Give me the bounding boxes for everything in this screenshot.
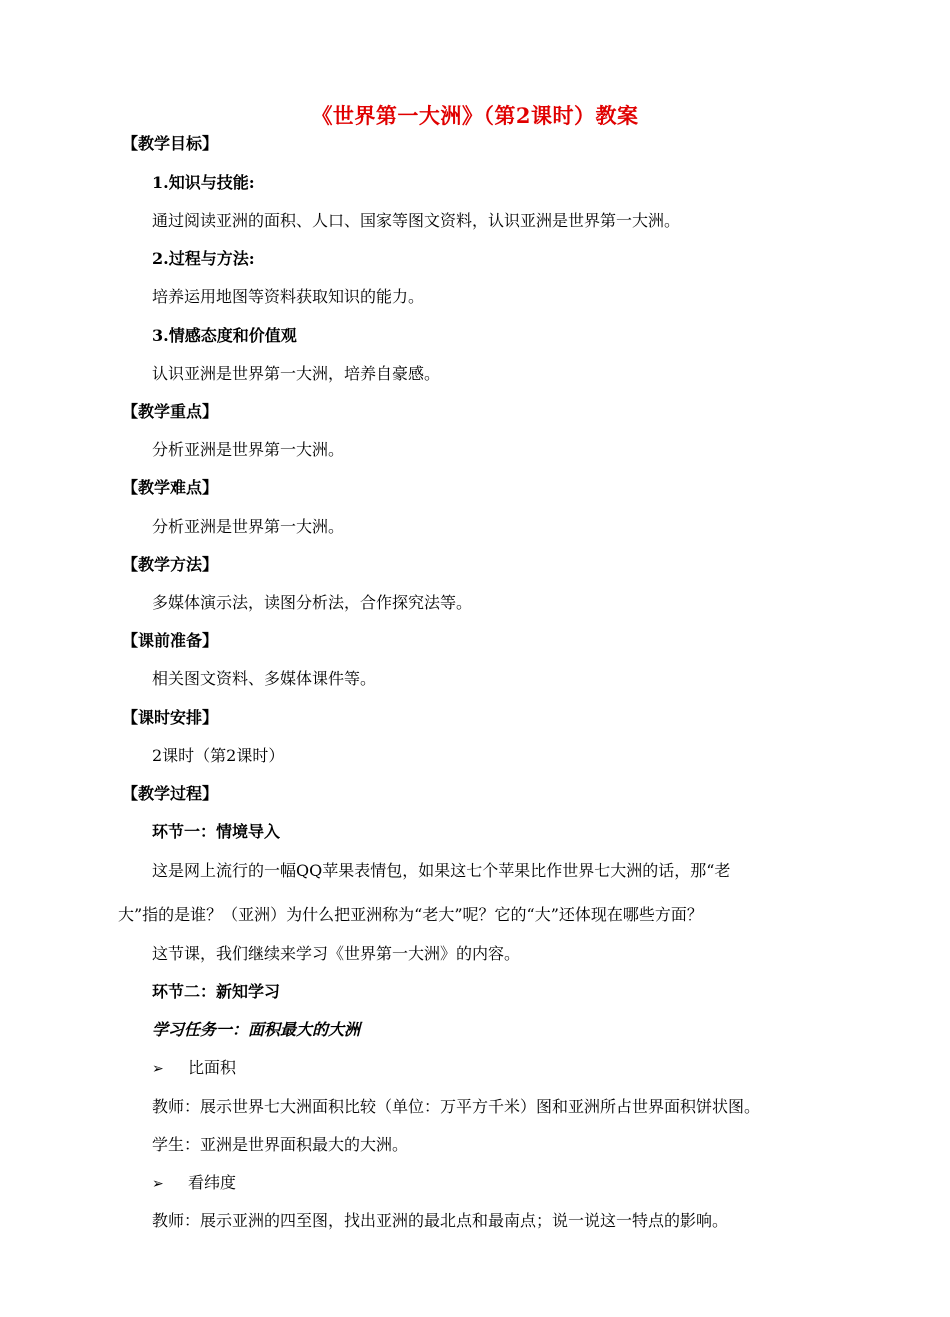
bullet-compare-area-text: 比面积 (188, 1058, 237, 1077)
teacher-line-2: 教师：展示亚洲的四至图，找出亚洲的最北点和最南点；说一说这一特点的影响。 (152, 1211, 729, 1230)
method-text: 多媒体演示法，读图分析法，合作探究法等。 (152, 593, 473, 612)
schedule-heading: 【课时安排】 (122, 708, 219, 727)
method-heading: 【教学方法】 (122, 555, 219, 574)
bullet-compare-area (152, 1057, 236, 1080)
objectives-heading: 【教学目标】 (122, 134, 219, 153)
process-method-label: 2.过程与方法: (152, 249, 255, 268)
document-title: 《世界第一大洲》（第2课时）教案 (311, 103, 639, 128)
step1-paragraph-line2: 大”指的是谁？（亚洲）为什么把亚洲称为“老大”呢？它的“大”还体现在哪些方面？ (118, 905, 703, 924)
prep-heading: 【课前准备】 (122, 631, 219, 650)
task1-label: 学习任务一：面积最大的大洲 (152, 1020, 361, 1039)
bullet-latitude-text: 看纬度 (188, 1173, 237, 1192)
knowledge-skills-label: 1.知识与技能: (152, 173, 255, 192)
arrowhead-bullet-icon: ➢ (152, 1061, 164, 1077)
difficulty-text: 分析亚洲是世界第一大洲。 (152, 517, 345, 536)
arrowhead-bullet-icon: ➢ (152, 1176, 164, 1192)
difficulty-heading: 【教学难点】 (122, 478, 219, 497)
process-method-text: 培养运用地图等资料获取知识的能力。 (152, 287, 425, 306)
schedule-text: 2课时（第2课时） (152, 746, 285, 765)
bullet-latitude (152, 1172, 236, 1195)
step2-label: 环节二：新知学习 (152, 982, 281, 1001)
student-line-1: 学生：亚洲是世界面积最大的大洲。 (152, 1135, 409, 1154)
attitude-values-label: 3.情感态度和价值观 (152, 326, 297, 345)
attitude-values-text: 认识亚洲是世界第一大洲，培养自豪感。 (152, 364, 441, 383)
knowledge-skills-text: 通过阅读亚洲的面积、人口、国家等图文资料，认识亚洲是世界第一大洲。 (152, 211, 681, 230)
key-point-text: 分析亚洲是世界第一大洲。 (152, 440, 345, 459)
step1-paragraph-line1: 这是网上流行的一幅QQ苹果表情包，如果这七个苹果比作世界七大洲的话，那“老 (152, 861, 731, 880)
process-heading: 【教学过程】 (122, 784, 219, 803)
key-point-heading: 【教学重点】 (122, 402, 219, 421)
step1-label: 环节一：情境导入 (152, 822, 281, 841)
prep-text: 相关图文资料、多媒体课件等。 (152, 669, 377, 688)
step1-paragraph2: 这节课，我们继续来学习《世界第一大洲》的内容。 (152, 944, 521, 963)
teacher-line-1: 教师：展示世界七大洲面积比较（单位：万平方千米）图和亚洲所占世界面积饼状图。 (152, 1097, 761, 1116)
